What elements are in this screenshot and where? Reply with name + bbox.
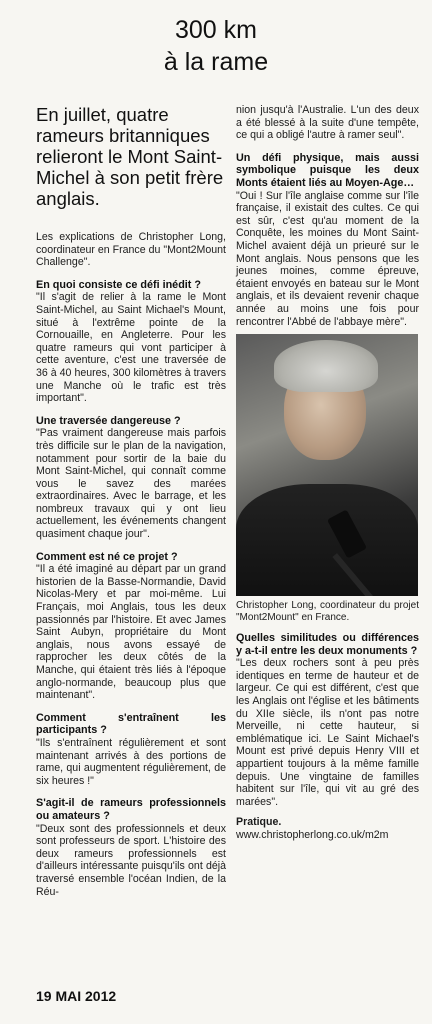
practical-url: www.christopherlong.co.uk/m2m [236, 829, 389, 841]
question-6: Un défi physique, mais aussi symbolique puisque les deux Monts étaient liés au Moyen-Age… [236, 151, 419, 189]
left-column [36, 104, 226, 908]
question-1: En quoi consiste ce défi inédit ? [36, 278, 201, 291]
answer-3: "Il a été imaginé au départ par un grand historien de la Basse-Normandie, David Nicolas-Mery et par moi-même. Lui Français, moi Anglais, tous les deux passionnés par l'histoire. Et avec James Saint Aubyn, propriétaire du Mont anglais, nous avons essayé de rapprocher les deux côtés de la Manche, qui étaient très liés à l'époque anglo-normande, beaucoup plus que maintenant". [36, 563, 226, 702]
question-7: Quelles similitudes ou différences y a-t-il entre les deux monuments ? [236, 632, 419, 657]
question-3: Comment est né ce projet ? [36, 550, 178, 563]
portrait-photo [236, 334, 418, 596]
practical-info [236, 816, 419, 841]
lead-paragraph: En juillet, quatre rameurs britanniques relieront le Mont Saint-Michel à son petit frère anglais. [36, 104, 224, 209]
practical-label: Pratique. [236, 816, 282, 829]
publication-date: 19 MAI 2012 [36, 988, 117, 1004]
answer-7: "Les deux rochers sont à peu près identiques en terme de hauteur et de largeur. Ce qui est différent, c'est que les Anglais ont l'église et les bâtiments du XIIe siècle, ils n'ont pas notre Merveille, ni cette hauteur, si emblématique ici. Le Saint Michael's Mount est privé depuis Henry VIII et appartient toujours à la même famille depuis. Une vingtaine de familles habitent sur l'île, qui vit au gré des marées". [236, 657, 419, 808]
question-2: Une traversée dangereuse ? [36, 414, 181, 427]
answer-1: "Il s'agit de relier à la rame le Mont Saint-Michel, au Saint Michael's Mount, situé à l'extrême pointe de la Cornouaille, en Angleterre. Pour les quatre rameurs qui vont participer à cette aventure, c'est une traversée de 36 à 40 heures, 300 kilomètres à travers une Manche où le trafic est très important". [36, 291, 226, 405]
headline-line-2: à la rame [163, 48, 269, 76]
intro-paragraph: Les explications de Christopher Long, coordinateur en France du "Mont2Mount Challenge". [36, 231, 226, 269]
photo-caption: Christopher Long, coordinateur du projet "Mont2Mount" en France. [236, 600, 419, 624]
answer-4: "Ils s'entraînent régulièrement et sont maintenant arrivés à des portions de rame, qui augmentent régulièrement, de six heures !" [36, 736, 226, 787]
answer-6: "Oui ! Sur l'île anglaise comme sur l'île française, il existait des cultes. Ce qui est sûr, c'est qu'au moment de la Conquête, les moines du Mont Saint-Michel avaient déjà un prieuré sur le Mont anglais. Nous pensons que les jeunes moines, comme épreuve, étaient envoyés en bateau sur le Mont anglais, et ils devaient revenir chaque année au moins une fois pour rencontrer l'Abbé de l'abbaye mère". [236, 189, 419, 328]
answer-2: "Pas vraiment dangereuse mais parfois très difficile sur le plan de la navigation, notamment pour sortir de la baie du Mont Saint-Michel, qui connaît comme vous le savez des marées extraordinaires. Avec le barrage, et les nombreux travaux qui y ont lieu actuellement, les événements changent quasiment chaque jour". [36, 427, 226, 541]
photo-shirt [236, 484, 418, 596]
right-column [236, 104, 419, 842]
answer-5-continued: nion jusqu'à l'Australie. L'un des deux a été blessé à la suite d'une tempête, ce qui a obligé l'autre à ramer seul". [236, 104, 419, 142]
question-4: Comment s'entraînent les participants ? [36, 711, 226, 737]
headline-line-1: 300 km [175, 16, 257, 44]
answer-5: "Deux sont des professionnels et deux sont professeurs de sport. L'histoire des deux rameurs professionnels est d'ailleurs intéressante puisqu'ils ont déjà traversé ensemble l'océan Indien, de la Réu- [36, 822, 226, 898]
photo-hair [274, 340, 378, 392]
question-5: S'agit-il de rameurs professionnels ou amateurs ? [36, 797, 226, 822]
